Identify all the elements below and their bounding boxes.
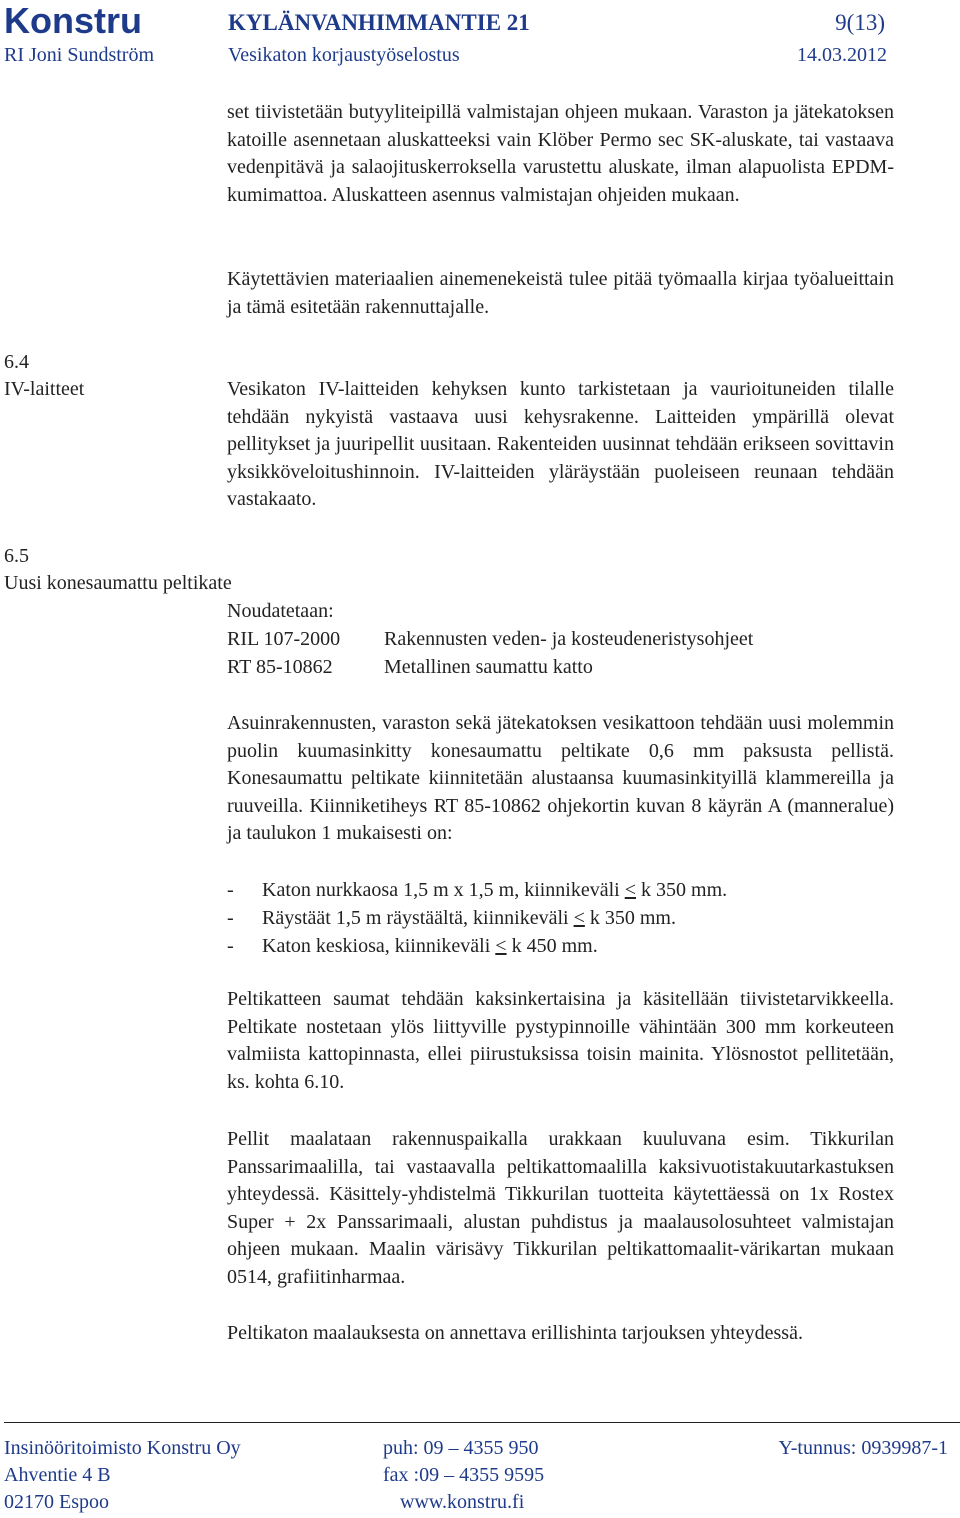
less-or-equal-symbol: < bbox=[573, 907, 585, 929]
section-6-4-title: IV-laitteet bbox=[4, 378, 85, 400]
company-logo: Konstru bbox=[4, 0, 142, 41]
footer-business-id: Y-tunnus: 0939987-1 bbox=[778, 1437, 948, 1459]
list-item-value: k 350 mm. bbox=[584, 907, 676, 929]
less-or-equal-symbol: < bbox=[495, 935, 507, 957]
footer-fax: fax :09 – 4355 9595 bbox=[383, 1464, 545, 1486]
reference-row bbox=[227, 654, 593, 681]
document-title: Vesikaton korjaustyöselostus bbox=[228, 44, 460, 66]
section-6-4-paragraph: Vesikaton IV-laitteiden kehyksen kunto tarkistetaan ja vaurioituneiden tilalle tehdään nykyistä vastaava uusi kehysrakenne. Laitteiden ympärillä olevat pellitykset ja juuripellit uusitaan. Rakenteiden uusinnat tehdään erikseen sovittavin yksikköveloitushinnoin. IV-laitteiden yläräystään puoleiseen reunaan tehdään vastakaato. bbox=[227, 378, 894, 511]
list-item-value: k 350 mm. bbox=[636, 879, 728, 901]
footer-city: 02170 Espoo bbox=[4, 1491, 109, 1513]
document-date: 14.03.2012 bbox=[797, 44, 887, 66]
list-dash: - bbox=[227, 907, 234, 929]
project-title: KYLÄNVANHIMMANTIE 21 bbox=[228, 10, 530, 35]
list-item bbox=[227, 932, 598, 960]
section-6-5-paragraph-1: Asuinrakennusten, varaston sekä jätekatoksen vesikattoon tehdään uusi molemmin puolin kuumasinkitty konesaumattu peltikate 0,6 mm paksusta pellistä. Konesaumattu peltikate kiinnitetään alustaansa kuumasinkityillä klammereilla ja ruuveilla. Kiinniketiheys RT 85-10862 ohjekortin kuvan 8 käyrän A (manneralue) ja taulukon 1 mukaisesti on: bbox=[227, 712, 894, 845]
less-or-equal-symbol: < bbox=[624, 879, 637, 901]
list-dash: - bbox=[227, 879, 234, 901]
list-item-text: Katon nurkkaosa 1,5 m x 1,5 m, kiinnikeväli bbox=[262, 879, 625, 901]
footer-divider bbox=[4, 1422, 960, 1423]
intro-paragraph-1: set tiivistetään butyyliteipillä valmistajan ohjeen mukaan. Varaston ja jätekatoksen katoille asennetaan aluskatteeksi vain Klöber Permo sec SK-aluskate, tai vastaava vedenpitävä ja salaojituskerroksella varustettu aluskate, ilman alapuolista EPDM-kumimattoa. Aluskatteen asennus valmistajan ohjeiden mukaan. bbox=[227, 101, 894, 206]
footer-phone: puh: 09 – 4355 950 bbox=[383, 1437, 539, 1459]
reference-row bbox=[227, 626, 753, 653]
intro-paragraph-2: Käytettävien materiaalien ainemenekeistä tulee pitää työmaalla kirjaa työalueittain ja tämä esitetään rakennuttajalle. bbox=[227, 268, 894, 318]
list-item bbox=[227, 904, 676, 932]
reference-text: Rakennusten veden- ja kosteudeneristysohjeet bbox=[384, 628, 754, 650]
section-6-5-paragraph-4: Peltikaton maalauksesta on annettava erillishinta tarjouksen yhteydessä. bbox=[227, 1322, 803, 1344]
list-item-text: Räystäät 1,5 m räystäältä, kiinnikeväli bbox=[262, 907, 574, 929]
list-item-value: k 450 mm. bbox=[506, 935, 598, 957]
section-6-5-paragraph-2: Peltikatteen saumat tehdään kaksinkertaisina ja käsitellään tiivistetarvikkeella. Peltikate nostetaan ylös liittyville pystypinnoille vähintään 300 mm korkeuteen valmiista kattopinnasta, ellei piirustuksissa toisin mainita. Ylösnostot pellitetään, ks. kohta 6.10. bbox=[227, 988, 894, 1093]
section-6-5-number: 6.5 bbox=[4, 545, 29, 567]
footer-website-link[interactable]: www.konstru.fi bbox=[400, 1491, 525, 1513]
author: RI Joni Sundström bbox=[4, 44, 155, 66]
section-6-5-paragraph-3: Pellit maalataan rakennuspaikalla urakkaan kuuluvana esim. Tikkurilan Panssarimaalilla, tai vastaavalla peltikattomaalilla kaksivuotistakuutarkastuksen yhteydessä. Käsittely-yhdistelmä Tikkurilan tuotteita käytettäessä on 1x Rostex Super + 2x Panssarimaali, alustan puhdistus ja maalausolosuhteet valmistajan ohjeen mukaan. Maalin värisävy Tikkurilan peltikattomaalit-värikartan mukaan 0514, grafiitinharmaa. bbox=[227, 1128, 894, 1288]
reference-code: RIL 107-2000 bbox=[227, 628, 341, 650]
page-number: 9(13) bbox=[835, 10, 885, 35]
list-item-text: Katon keskiosa, kiinnikeväli bbox=[262, 935, 496, 957]
section-6-4-number: 6.4 bbox=[4, 351, 29, 373]
list-item bbox=[227, 876, 727, 904]
footer-company: Insinööritoimisto Konstru Oy bbox=[4, 1437, 241, 1459]
section-6-5-title: Uusi konesaumattu peltikate bbox=[4, 572, 232, 594]
follow-label: Noudatetaan: bbox=[227, 600, 334, 622]
reference-code: RT 85-10862 bbox=[227, 656, 333, 678]
reference-text: Metallinen saumattu katto bbox=[384, 656, 593, 678]
list-dash: - bbox=[227, 935, 234, 957]
footer-address: Ahventie 4 B bbox=[4, 1464, 111, 1486]
